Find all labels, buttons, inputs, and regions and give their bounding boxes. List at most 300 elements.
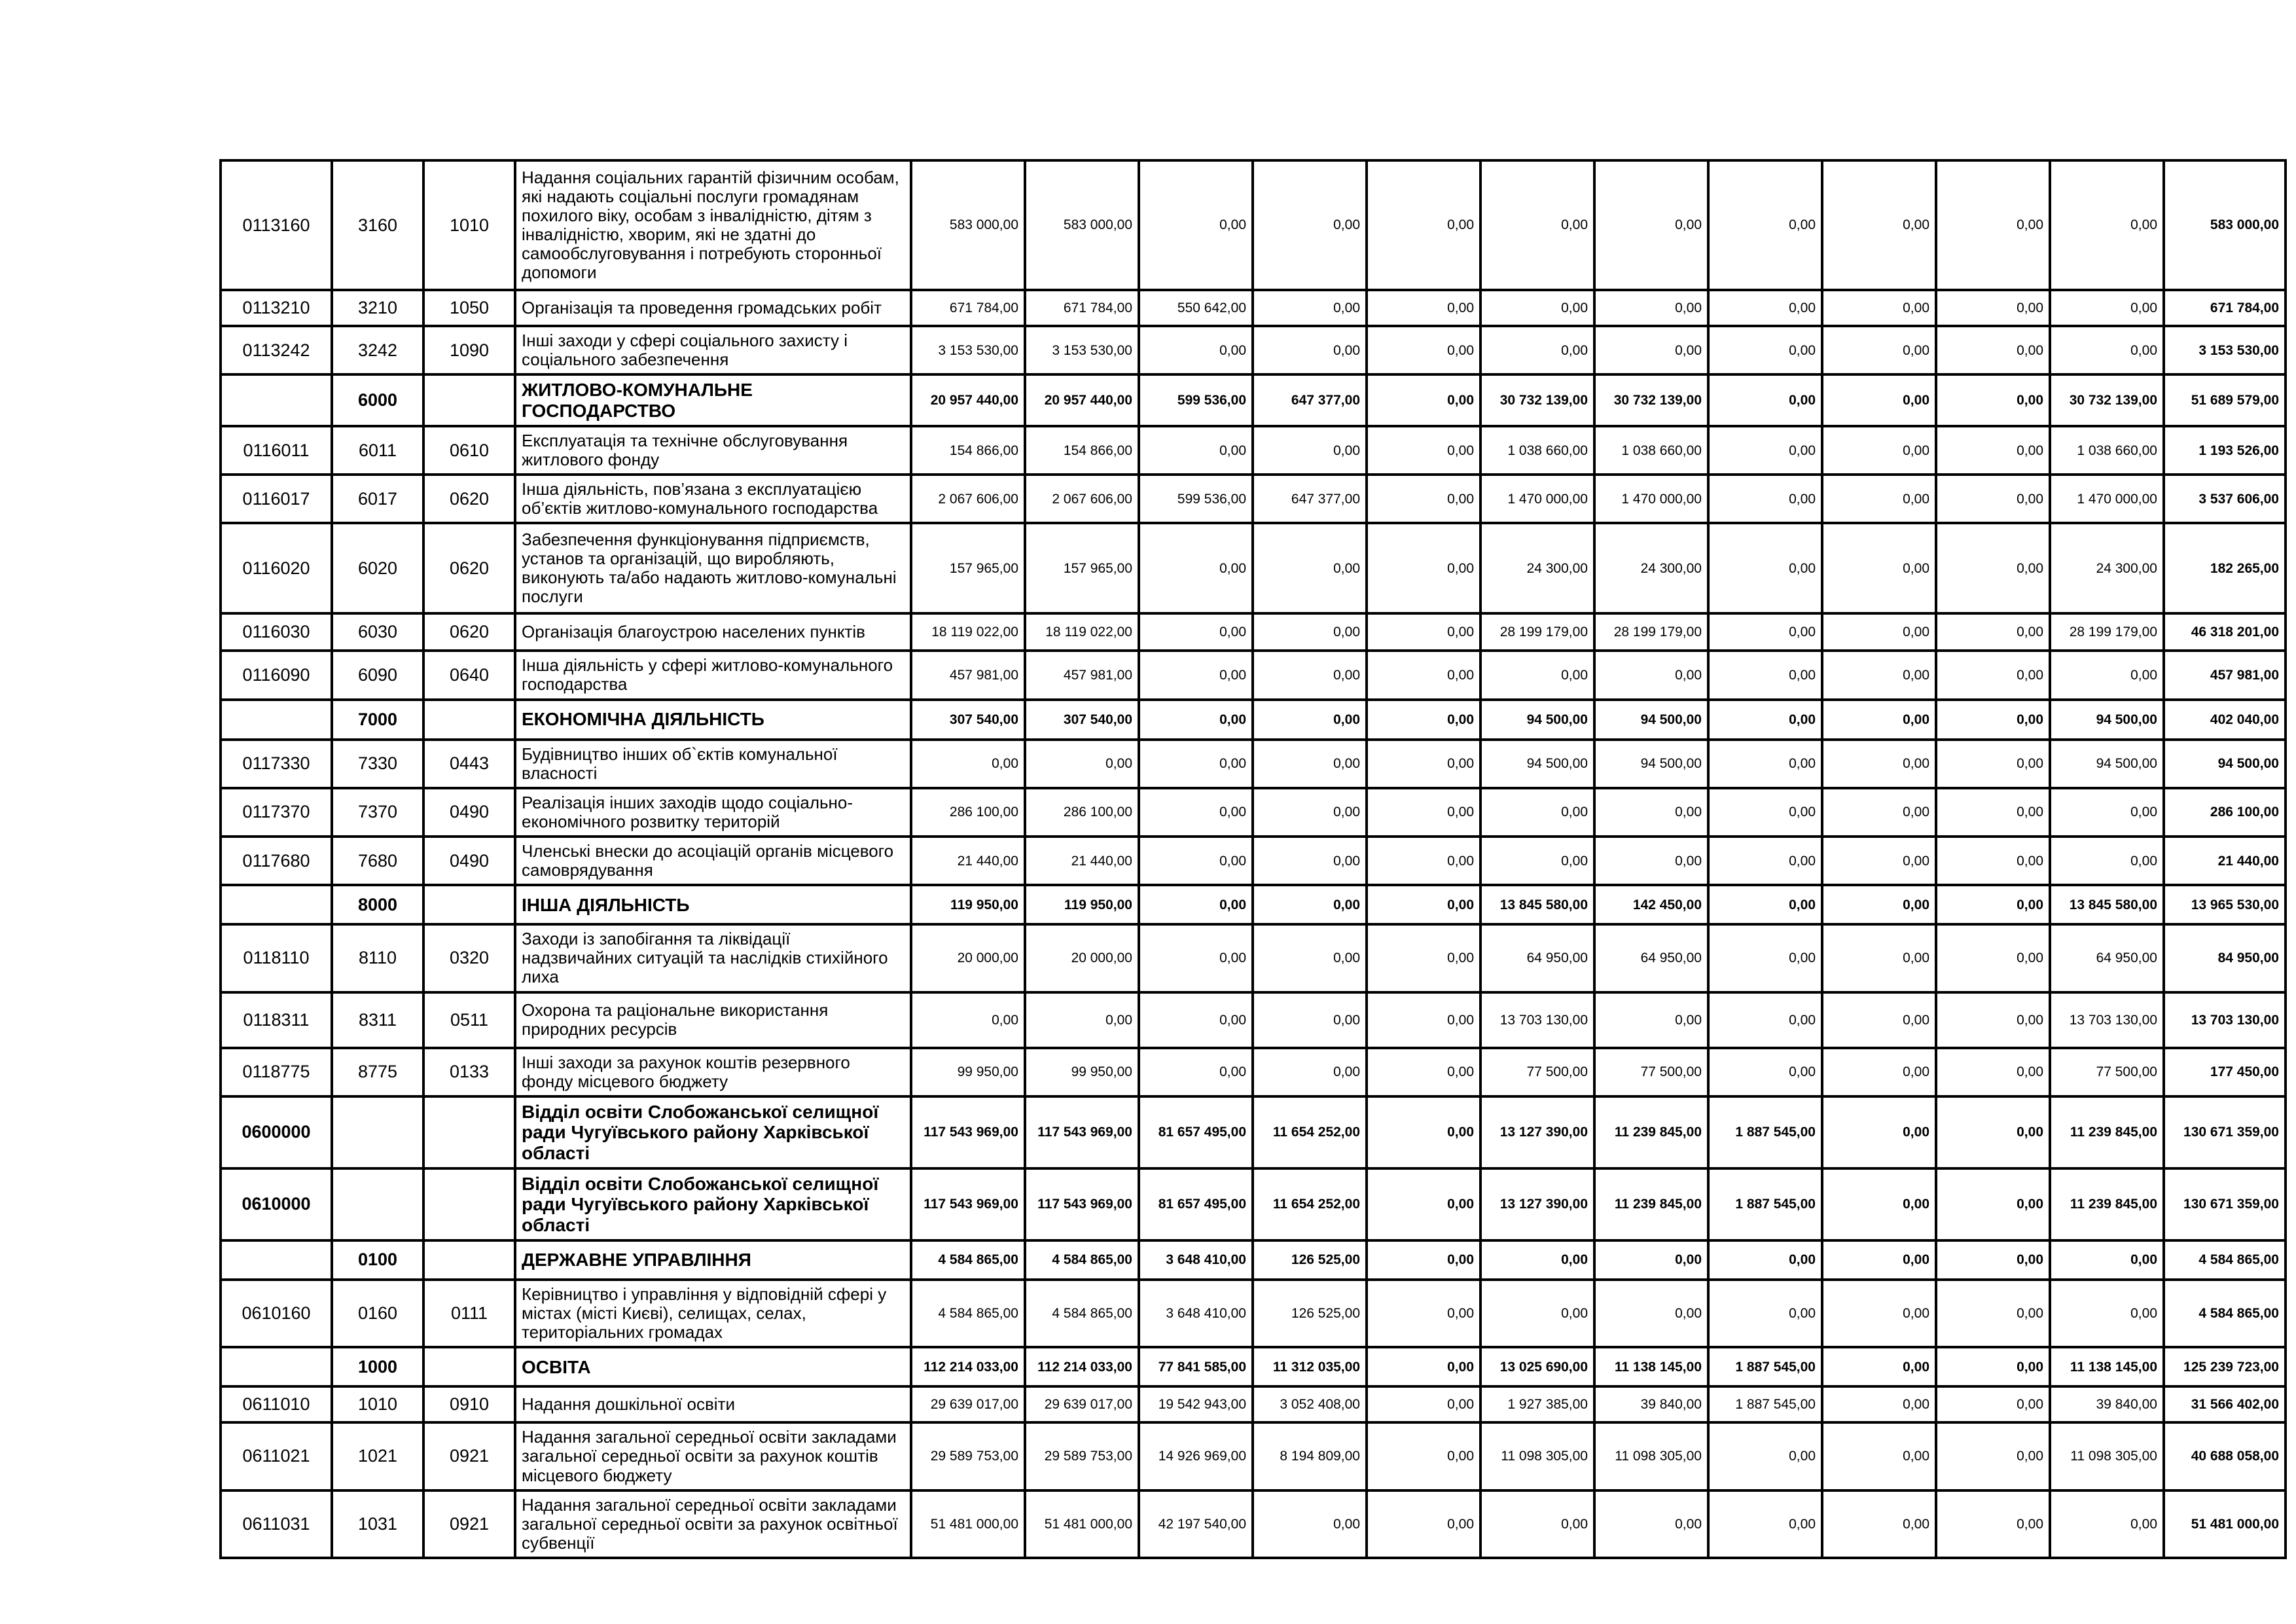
table-row (221, 1280, 2286, 1347)
value-cell: 0,00 (1936, 788, 2050, 837)
tpkvk-code-cell: 7000 (332, 700, 423, 740)
value-cell: 0,00 (1139, 426, 1253, 475)
value-cell: 8 194 809,00 (1253, 1422, 1367, 1490)
value-cell: 0,00 (1367, 700, 1480, 740)
value-cell: 0,00 (1936, 1096, 2050, 1168)
value-cell: 0,00 (1594, 1240, 1708, 1280)
name-cell: ОСВІТА (515, 1347, 911, 1386)
value-cell: 0,00 (1936, 613, 2050, 651)
fkvk-code-cell: 1090 (423, 326, 515, 374)
value-cell: 0,00 (1253, 740, 1367, 788)
value-cell: 0,00 (1708, 1280, 1822, 1347)
tpkvk-code-cell: 7680 (332, 837, 423, 885)
value-cell: 0,00 (1936, 1490, 2050, 1558)
value-cell: 307 540,00 (911, 700, 1025, 740)
total-value-cell: 130 671 359,00 (2164, 1168, 2286, 1240)
value-cell: 647 377,00 (1253, 475, 1367, 523)
total-value-cell: 182 265,00 (2164, 523, 2286, 613)
tpkvk-code-cell: 3160 (332, 160, 423, 290)
name-cell: Заходи із запобігання та ліквідації надзвичайних ситуацій та наслідків стихійного лиха (515, 924, 911, 992)
tpkvk-code-cell: 1000 (332, 1347, 423, 1386)
value-cell: 81 657 495,00 (1139, 1096, 1253, 1168)
value-cell: 457 981,00 (911, 651, 1025, 699)
value-cell: 0,00 (1367, 290, 1480, 326)
name-cell: Будівництво інших об`єктів комунальної власності (515, 740, 911, 788)
value-cell: 0,00 (1822, 1422, 1936, 1490)
value-cell: 112 214 033,00 (911, 1347, 1025, 1386)
table-row (221, 1386, 2286, 1422)
value-cell: 29 639 017,00 (1025, 1386, 1139, 1422)
value-cell: 0,00 (1936, 160, 2050, 290)
value-cell: 0,00 (1708, 788, 1822, 837)
value-cell: 0,00 (1708, 1422, 1822, 1490)
program-code-cell: 0600000 (221, 1096, 332, 1168)
value-cell: 0,00 (2050, 326, 2164, 374)
value-cell: 0,00 (1708, 700, 1822, 740)
table-row (221, 837, 2286, 885)
value-cell: 11 239 845,00 (2050, 1096, 2164, 1168)
value-cell: 0,00 (1253, 992, 1367, 1048)
value-cell: 11 098 305,00 (1594, 1422, 1708, 1490)
fkvk-code-cell: 0490 (423, 837, 515, 885)
value-cell: 126 525,00 (1253, 1280, 1367, 1347)
fkvk-code-cell: 0610 (423, 426, 515, 475)
value-cell: 0,00 (1253, 1490, 1367, 1558)
total-value-cell: 1 193 526,00 (2164, 426, 2286, 475)
value-cell: 0,00 (1936, 1386, 2050, 1422)
value-cell: 11 239 845,00 (1594, 1096, 1708, 1168)
value-cell: 0,00 (1936, 1048, 2050, 1096)
value-cell: 0,00 (1822, 1240, 1936, 1280)
tpkvk-code-cell: 6000 (332, 374, 423, 426)
program-code-cell: 0113210 (221, 290, 332, 326)
name-cell: Інші заходи у сфері соціального захисту і соціального забезпечення (515, 326, 911, 374)
value-cell: 0,00 (1708, 426, 1822, 475)
value-cell: 0,00 (1139, 837, 1253, 885)
fkvk-code-cell (423, 1096, 515, 1168)
value-cell: 0,00 (1253, 651, 1367, 699)
value-cell: 0,00 (1139, 885, 1253, 924)
fkvk-code-cell: 0490 (423, 788, 515, 837)
program-code-cell: 0113242 (221, 326, 332, 374)
value-cell: 0,00 (2050, 1240, 2164, 1280)
value-cell: 0,00 (1480, 788, 1594, 837)
tpkvk-code-cell: 1031 (332, 1490, 423, 1558)
budget-table (219, 159, 2287, 1559)
table-row (221, 475, 2286, 523)
value-cell: 1 470 000,00 (1594, 475, 1708, 523)
value-cell: 0,00 (1139, 1048, 1253, 1096)
value-cell: 0,00 (1253, 837, 1367, 885)
value-cell: 0,00 (2050, 837, 2164, 885)
value-cell: 0,00 (1822, 1386, 1936, 1422)
budget-sheet (219, 159, 2287, 1559)
value-cell: 0,00 (1708, 523, 1822, 613)
value-cell: 0,00 (1367, 374, 1480, 426)
value-cell: 1 887 545,00 (1708, 1096, 1822, 1168)
value-cell: 0,00 (1822, 523, 1936, 613)
table-row (221, 160, 2286, 290)
value-cell: 0,00 (1139, 740, 1253, 788)
value-cell: 0,00 (1708, 740, 1822, 788)
value-cell: 30 732 139,00 (2050, 374, 2164, 426)
tpkvk-code-cell: 6011 (332, 426, 423, 475)
name-cell: ЖИТЛОВО-КОМУНАЛЬНЕ ГОСПОДАРСТВО (515, 374, 911, 426)
value-cell: 550 642,00 (1139, 290, 1253, 326)
value-cell: 0,00 (1936, 1240, 2050, 1280)
value-cell: 583 000,00 (911, 160, 1025, 290)
tpkvk-code-cell: 7330 (332, 740, 423, 788)
value-cell: 28 199 179,00 (2050, 613, 2164, 651)
value-cell: 0,00 (1367, 924, 1480, 992)
value-cell: 0,00 (1367, 1347, 1480, 1386)
program-code-cell: 0117680 (221, 837, 332, 885)
fkvk-code-cell (423, 374, 515, 426)
table-row (221, 1490, 2286, 1558)
value-cell: 64 950,00 (2050, 924, 2164, 992)
value-cell: 0,00 (1594, 160, 1708, 290)
value-cell: 11 654 252,00 (1253, 1168, 1367, 1240)
value-cell: 2 067 606,00 (911, 475, 1025, 523)
fkvk-code-cell: 0620 (423, 475, 515, 523)
value-cell: 0,00 (1139, 651, 1253, 699)
table-row (221, 651, 2286, 699)
value-cell: 0,00 (2050, 160, 2164, 290)
value-cell: 0,00 (1936, 924, 2050, 992)
value-cell: 2 067 606,00 (1025, 475, 1139, 523)
total-value-cell: 3 153 530,00 (2164, 326, 2286, 374)
value-cell: 18 119 022,00 (911, 613, 1025, 651)
value-cell: 0,00 (1708, 326, 1822, 374)
name-cell: Надання соціальних гарантій фізичним особам, які надають соціальні послуги громадянам похилого віку, особам з інвалідністю, дітям з інвалідністю, хворим, які не здатні до самообслуговування і потребують сторонньої допомоги (515, 160, 911, 290)
value-cell: 0,00 (1708, 924, 1822, 992)
fkvk-code-cell: 0511 (423, 992, 515, 1048)
value-cell: 4 584 865,00 (1025, 1240, 1139, 1280)
table-row (221, 885, 2286, 924)
value-cell: 77 500,00 (1480, 1048, 1594, 1096)
value-cell: 0,00 (1139, 326, 1253, 374)
total-value-cell: 4 584 865,00 (2164, 1240, 2286, 1280)
value-cell: 0,00 (1139, 788, 1253, 837)
total-value-cell: 46 318 201,00 (2164, 613, 2286, 651)
fkvk-code-cell (423, 700, 515, 740)
name-cell: Відділ освіти Слобожанської селищної ради Чугуївського району Харківської області (515, 1096, 911, 1168)
fkvk-code-cell: 0910 (423, 1386, 515, 1422)
value-cell: 647 377,00 (1253, 374, 1367, 426)
value-cell: 0,00 (1480, 1280, 1594, 1347)
value-cell: 0,00 (1253, 160, 1367, 290)
fkvk-code-cell: 0443 (423, 740, 515, 788)
tpkvk-code-cell: 8311 (332, 992, 423, 1048)
total-value-cell: 13 703 130,00 (2164, 992, 2286, 1048)
value-cell: 21 440,00 (911, 837, 1025, 885)
total-value-cell: 94 500,00 (2164, 740, 2286, 788)
value-cell: 0,00 (1708, 374, 1822, 426)
fkvk-code-cell (423, 1168, 515, 1240)
total-value-cell: 402 040,00 (2164, 700, 2286, 740)
value-cell: 0,00 (1025, 740, 1139, 788)
name-cell: Інша діяльність у сфері житлово-комунального господарства (515, 651, 911, 699)
total-value-cell: 13 965 530,00 (2164, 885, 2286, 924)
value-cell: 599 536,00 (1139, 475, 1253, 523)
value-cell: 307 540,00 (1025, 700, 1139, 740)
name-cell: Інші заходи за рахунок коштів резервного фонду місцевого бюджету (515, 1048, 911, 1096)
value-cell: 11 654 252,00 (1253, 1096, 1367, 1168)
value-cell: 20 000,00 (911, 924, 1025, 992)
value-cell: 14 926 969,00 (1139, 1422, 1253, 1490)
fkvk-code-cell: 1010 (423, 160, 515, 290)
value-cell: 119 950,00 (911, 885, 1025, 924)
name-cell: Організація та проведення громадських робіт (515, 290, 911, 326)
value-cell: 112 214 033,00 (1025, 1347, 1139, 1386)
value-cell: 94 500,00 (1480, 700, 1594, 740)
value-cell: 11 098 305,00 (1480, 1422, 1594, 1490)
value-cell: 126 525,00 (1253, 1240, 1367, 1280)
total-value-cell: 51 481 000,00 (2164, 1490, 2286, 1558)
value-cell: 0,00 (1594, 992, 1708, 1048)
table-row (221, 1347, 2286, 1386)
value-cell: 0,00 (1822, 651, 1936, 699)
value-cell: 24 300,00 (2050, 523, 2164, 613)
value-cell: 1 038 660,00 (1480, 426, 1594, 475)
value-cell: 99 950,00 (911, 1048, 1025, 1096)
value-cell: 0,00 (1253, 523, 1367, 613)
table-row (221, 700, 2286, 740)
value-cell: 0,00 (1822, 475, 1936, 523)
fkvk-code-cell: 0620 (423, 613, 515, 651)
value-cell: 81 657 495,00 (1139, 1168, 1253, 1240)
value-cell: 94 500,00 (1594, 740, 1708, 788)
value-cell: 29 639 017,00 (911, 1386, 1025, 1422)
value-cell: 0,00 (1253, 326, 1367, 374)
value-cell: 0,00 (1253, 700, 1367, 740)
value-cell: 0,00 (2050, 290, 2164, 326)
table-row (221, 1048, 2286, 1096)
value-cell: 0,00 (1367, 475, 1480, 523)
program-code-cell (221, 885, 332, 924)
value-cell: 0,00 (1822, 700, 1936, 740)
tpkvk-code-cell: 6030 (332, 613, 423, 651)
value-cell: 11 312 035,00 (1253, 1347, 1367, 1386)
value-cell: 4 584 865,00 (911, 1280, 1025, 1347)
value-cell: 0,00 (1594, 1280, 1708, 1347)
value-cell: 0,00 (1708, 290, 1822, 326)
value-cell: 1 927 385,00 (1480, 1386, 1594, 1422)
tpkvk-code-cell: 1021 (332, 1422, 423, 1490)
value-cell: 119 950,00 (1025, 885, 1139, 924)
program-code-cell: 0118311 (221, 992, 332, 1048)
value-cell: 19 542 943,00 (1139, 1386, 1253, 1422)
value-cell: 24 300,00 (1594, 523, 1708, 613)
value-cell: 0,00 (1139, 160, 1253, 290)
tpkvk-code-cell (332, 1096, 423, 1168)
value-cell: 13 845 580,00 (2050, 885, 2164, 924)
value-cell: 0,00 (1936, 700, 2050, 740)
value-cell: 0,00 (1822, 426, 1936, 475)
value-cell: 117 543 969,00 (1025, 1168, 1139, 1240)
value-cell: 0,00 (2050, 788, 2164, 837)
table-row (221, 523, 2286, 613)
value-cell: 0,00 (911, 740, 1025, 788)
value-cell: 0,00 (1822, 1168, 1936, 1240)
value-cell: 0,00 (1139, 992, 1253, 1048)
value-cell: 13 703 130,00 (1480, 992, 1594, 1048)
name-cell: ЕКОНОМІЧНА ДІЯЛЬНІСТЬ (515, 700, 911, 740)
program-code-cell: 0610160 (221, 1280, 332, 1347)
total-value-cell: 51 689 579,00 (2164, 374, 2286, 426)
value-cell: 0,00 (1139, 523, 1253, 613)
value-cell: 0,00 (1367, 1096, 1480, 1168)
value-cell: 1 470 000,00 (1480, 475, 1594, 523)
tpkvk-code-cell: 1010 (332, 1386, 423, 1422)
value-cell: 0,00 (1480, 1490, 1594, 1558)
value-cell: 0,00 (1936, 1422, 2050, 1490)
value-cell: 1 887 545,00 (1708, 1347, 1822, 1386)
value-cell: 0,00 (1822, 1096, 1936, 1168)
value-cell: 0,00 (1480, 837, 1594, 885)
value-cell: 0,00 (1253, 924, 1367, 992)
fkvk-code-cell: 0133 (423, 1048, 515, 1096)
value-cell: 0,00 (1936, 992, 2050, 1048)
value-cell: 20 957 440,00 (1025, 374, 1139, 426)
value-cell: 157 965,00 (1025, 523, 1139, 613)
fkvk-code-cell (423, 1347, 515, 1386)
value-cell: 0,00 (1936, 885, 2050, 924)
value-cell: 0,00 (1822, 290, 1936, 326)
total-value-cell: 583 000,00 (2164, 160, 2286, 290)
value-cell: 0,00 (2050, 1490, 2164, 1558)
value-cell: 0,00 (1480, 160, 1594, 290)
value-cell: 0,00 (1367, 326, 1480, 374)
value-cell: 0,00 (1480, 326, 1594, 374)
name-cell: Експлуатація та технічне обслуговування житлового фонду (515, 426, 911, 475)
value-cell: 457 981,00 (1025, 651, 1139, 699)
value-cell: 0,00 (1367, 788, 1480, 837)
value-cell: 21 440,00 (1025, 837, 1139, 885)
value-cell: 94 500,00 (2050, 740, 2164, 788)
table-row (221, 1168, 2286, 1240)
tpkvk-code-cell: 3242 (332, 326, 423, 374)
table-row (221, 992, 2286, 1048)
table-row (221, 1422, 2286, 1490)
value-cell: 1 470 000,00 (2050, 475, 2164, 523)
name-cell: ДЕРЖАВНЕ УПРАВЛІННЯ (515, 1240, 911, 1280)
value-cell: 0,00 (1822, 326, 1936, 374)
value-cell: 154 866,00 (911, 426, 1025, 475)
value-cell: 0,00 (1594, 651, 1708, 699)
value-cell: 0,00 (1480, 1240, 1594, 1280)
value-cell: 0,00 (1139, 613, 1253, 651)
value-cell: 3 052 408,00 (1253, 1386, 1367, 1422)
name-cell: Надання загальної середньої освіти закладами загальної середньої освіти за рахунок освітньої субвенції (515, 1490, 911, 1558)
fkvk-code-cell: 0320 (423, 924, 515, 992)
value-cell: 0,00 (1253, 788, 1367, 837)
total-value-cell: 125 239 723,00 (2164, 1347, 2286, 1386)
value-cell: 0,00 (1480, 290, 1594, 326)
value-cell: 117 543 969,00 (911, 1096, 1025, 1168)
value-cell: 94 500,00 (1480, 740, 1594, 788)
value-cell: 0,00 (1822, 924, 1936, 992)
value-cell: 11 239 845,00 (2050, 1168, 2164, 1240)
value-cell: 583 000,00 (1025, 160, 1139, 290)
value-cell: 29 589 753,00 (911, 1422, 1025, 1490)
program-code-cell (221, 700, 332, 740)
value-cell: 0,00 (1367, 885, 1480, 924)
program-code-cell: 0611031 (221, 1490, 332, 1558)
value-cell: 0,00 (1253, 885, 1367, 924)
value-cell: 0,00 (1708, 613, 1822, 651)
table-row (221, 1096, 2286, 1168)
program-code-cell: 0611010 (221, 1386, 332, 1422)
program-code-cell: 0118110 (221, 924, 332, 992)
program-code-cell: 0117330 (221, 740, 332, 788)
name-cell: Надання загальної середньої освіти закладами загальної середньої освіти за рахунок коштів місцевого бюджету (515, 1422, 911, 1490)
program-code-cell: 0116011 (221, 426, 332, 475)
value-cell: 0,00 (1822, 1048, 1936, 1096)
value-cell: 28 199 179,00 (1480, 613, 1594, 651)
total-value-cell: 130 671 359,00 (2164, 1096, 2286, 1168)
value-cell: 64 950,00 (1594, 924, 1708, 992)
value-cell: 0,00 (1367, 837, 1480, 885)
table-row (221, 924, 2286, 992)
value-cell: 30 732 139,00 (1480, 374, 1594, 426)
total-value-cell: 84 950,00 (2164, 924, 2286, 992)
value-cell: 0,00 (1708, 1048, 1822, 1096)
value-cell: 117 543 969,00 (1025, 1096, 1139, 1168)
program-code-cell: 0116030 (221, 613, 332, 651)
value-cell: 0,00 (1822, 885, 1936, 924)
value-cell: 671 784,00 (1025, 290, 1139, 326)
value-cell: 142 450,00 (1594, 885, 1708, 924)
tpkvk-code-cell: 6090 (332, 651, 423, 699)
program-code-cell: 0117370 (221, 788, 332, 837)
total-value-cell: 177 450,00 (2164, 1048, 2286, 1096)
value-cell: 13 127 390,00 (1480, 1096, 1594, 1168)
value-cell: 0,00 (1708, 1240, 1822, 1280)
value-cell: 4 584 865,00 (1025, 1280, 1139, 1347)
value-cell: 42 197 540,00 (1139, 1490, 1253, 1558)
value-cell: 0,00 (1367, 1240, 1480, 1280)
value-cell: 3 648 410,00 (1139, 1240, 1253, 1280)
value-cell: 13 845 580,00 (1480, 885, 1594, 924)
value-cell: 0,00 (1708, 1490, 1822, 1558)
value-cell: 51 481 000,00 (1025, 1490, 1139, 1558)
value-cell: 0,00 (1936, 740, 2050, 788)
value-cell: 3 648 410,00 (1139, 1280, 1253, 1347)
name-cell: Охорона та раціональне використання природних ресурсів (515, 992, 911, 1048)
value-cell: 157 965,00 (911, 523, 1025, 613)
value-cell: 0,00 (1822, 1347, 1936, 1386)
name-cell: Забезпечення функціонування підприємств, установ та організацій, що виробляють, виконують та/або надають житлово-комунальні послуги (515, 523, 911, 613)
fkvk-code-cell: 1050 (423, 290, 515, 326)
value-cell: 286 100,00 (911, 788, 1025, 837)
value-cell: 77 500,00 (2050, 1048, 2164, 1096)
value-cell: 0,00 (1936, 1168, 2050, 1240)
name-cell: Надання дошкільної освіти (515, 1386, 911, 1422)
value-cell: 0,00 (1367, 651, 1480, 699)
name-cell: Організація благоустрою населених пунктів (515, 613, 911, 651)
value-cell: 13 703 130,00 (2050, 992, 2164, 1048)
value-cell: 0,00 (1936, 326, 2050, 374)
program-code-cell (221, 374, 332, 426)
value-cell: 0,00 (1367, 1048, 1480, 1096)
fkvk-code-cell: 0111 (423, 1280, 515, 1347)
value-cell: 1 887 545,00 (1708, 1168, 1822, 1240)
value-cell: 0,00 (1708, 992, 1822, 1048)
value-cell: 0,00 (1822, 837, 1936, 885)
value-cell: 94 500,00 (1594, 700, 1708, 740)
value-cell: 0,00 (2050, 651, 2164, 699)
